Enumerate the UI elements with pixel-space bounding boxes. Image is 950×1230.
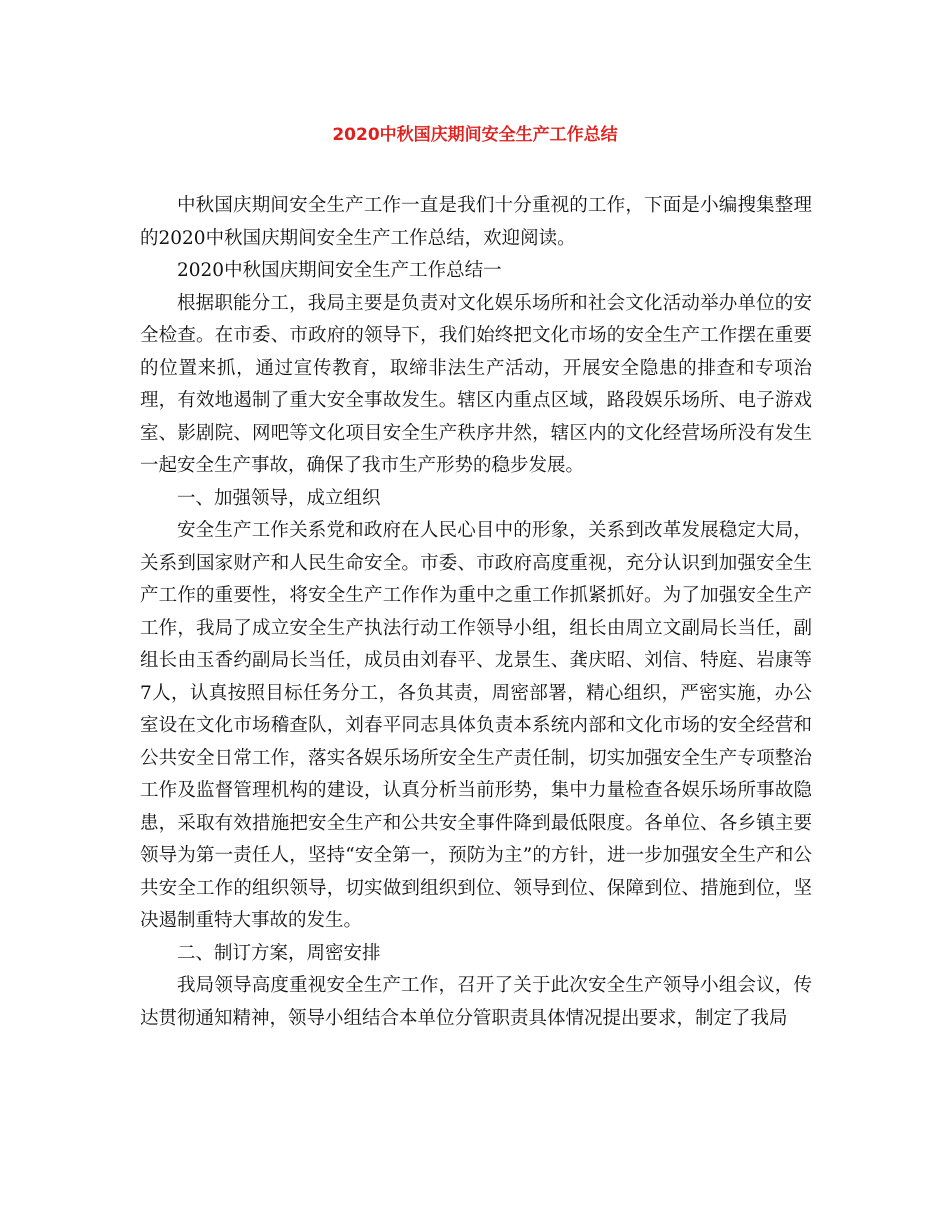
document-title: 2020中秋国庆期间安全生产工作总结: [332, 125, 618, 145]
section-heading-leadership: 一、加强领导，成立组织: [177, 487, 381, 509]
section-heading-summary-one: 2020中秋国庆期间安全生产工作总结一: [177, 260, 502, 281]
intro-paragraph: 中秋国庆期间安全生产工作一直是我们十分重视的工作，下面是小编搜集整理的2020中秋国庆期间安全生产工作总结，欢迎阅读。: [140, 195, 812, 249]
body-paragraph: 我局领导高度重视安全生产工作，召开了关于此次安全生产领导小组会议，传达贯彻通知精神，领导小组结合本单位分管职责具体情况提出要求，制定了我局: [140, 975, 812, 1029]
section-heading-plan: 二、制订方案，周密安排: [177, 942, 381, 964]
document-body: [140, 190, 812, 1035]
body-paragraph: 安全生产工作关系党和政府在人民心目中的形象，关系到改革发展稳定大局，关系到国家财产和人民生命安全。市委、市政府高度重视，充分认识到加强安全生产工作的重要性，将安全生产工作作为重中之重工作抓紧抓好。为了加强安全生产工作，我局了成立安全生产执法行动工作领导小组，组长由周立文副局长当任，副组长由玉香约副局长当任，成员由刘春平、龙景生、龚庆昭、刘信、特庭、岩康等7人，认真按照目标任务分工，各负其责，周密部署，精心组织，严密实施，办公室设在文化市场稽查队，刘春平同志具体负责本系统内部和文化市场的安全经营和公共安全日常工作，落实各娱乐场所安全生产责任制，切实加强安全生产专项整治工作及监督管理机构的建设，认真分析当前形势，集中力量检查各娱乐场所事故隐患，采取有效措施把安全生产和公共安全事件降到最低限度。各单位、各乡镇主要领导为第一责任人，坚持“安全第一，预防为主”的方针，进一步加强安全生产和公共安全工作的组织领导，切实做到组织到位、领导到位、保障到位、措施到位，坚决遏制重特大事故的发生。: [140, 520, 812, 931]
body-paragraph: 根据职能分工，我局主要是负责对文化娱乐场所和社会文化活动举办单位的安全检查。在市委、市政府的领导下，我们始终把文化市场的安全生产工作摆在重要的位置来抓，通过宣传教育，取缔非法生产活动，开展安全隐患的排查和专项治理，有效地遏制了重大安全事故发生。辖区内重点区域，路段娱乐场所、电子游戏室、影剧院、网吧等文化项目安全生产秩序井然，辖区内的文化经营场所没有发生一起安全生产事故，确保了我市生产形势的稳步发展。: [140, 292, 812, 476]
